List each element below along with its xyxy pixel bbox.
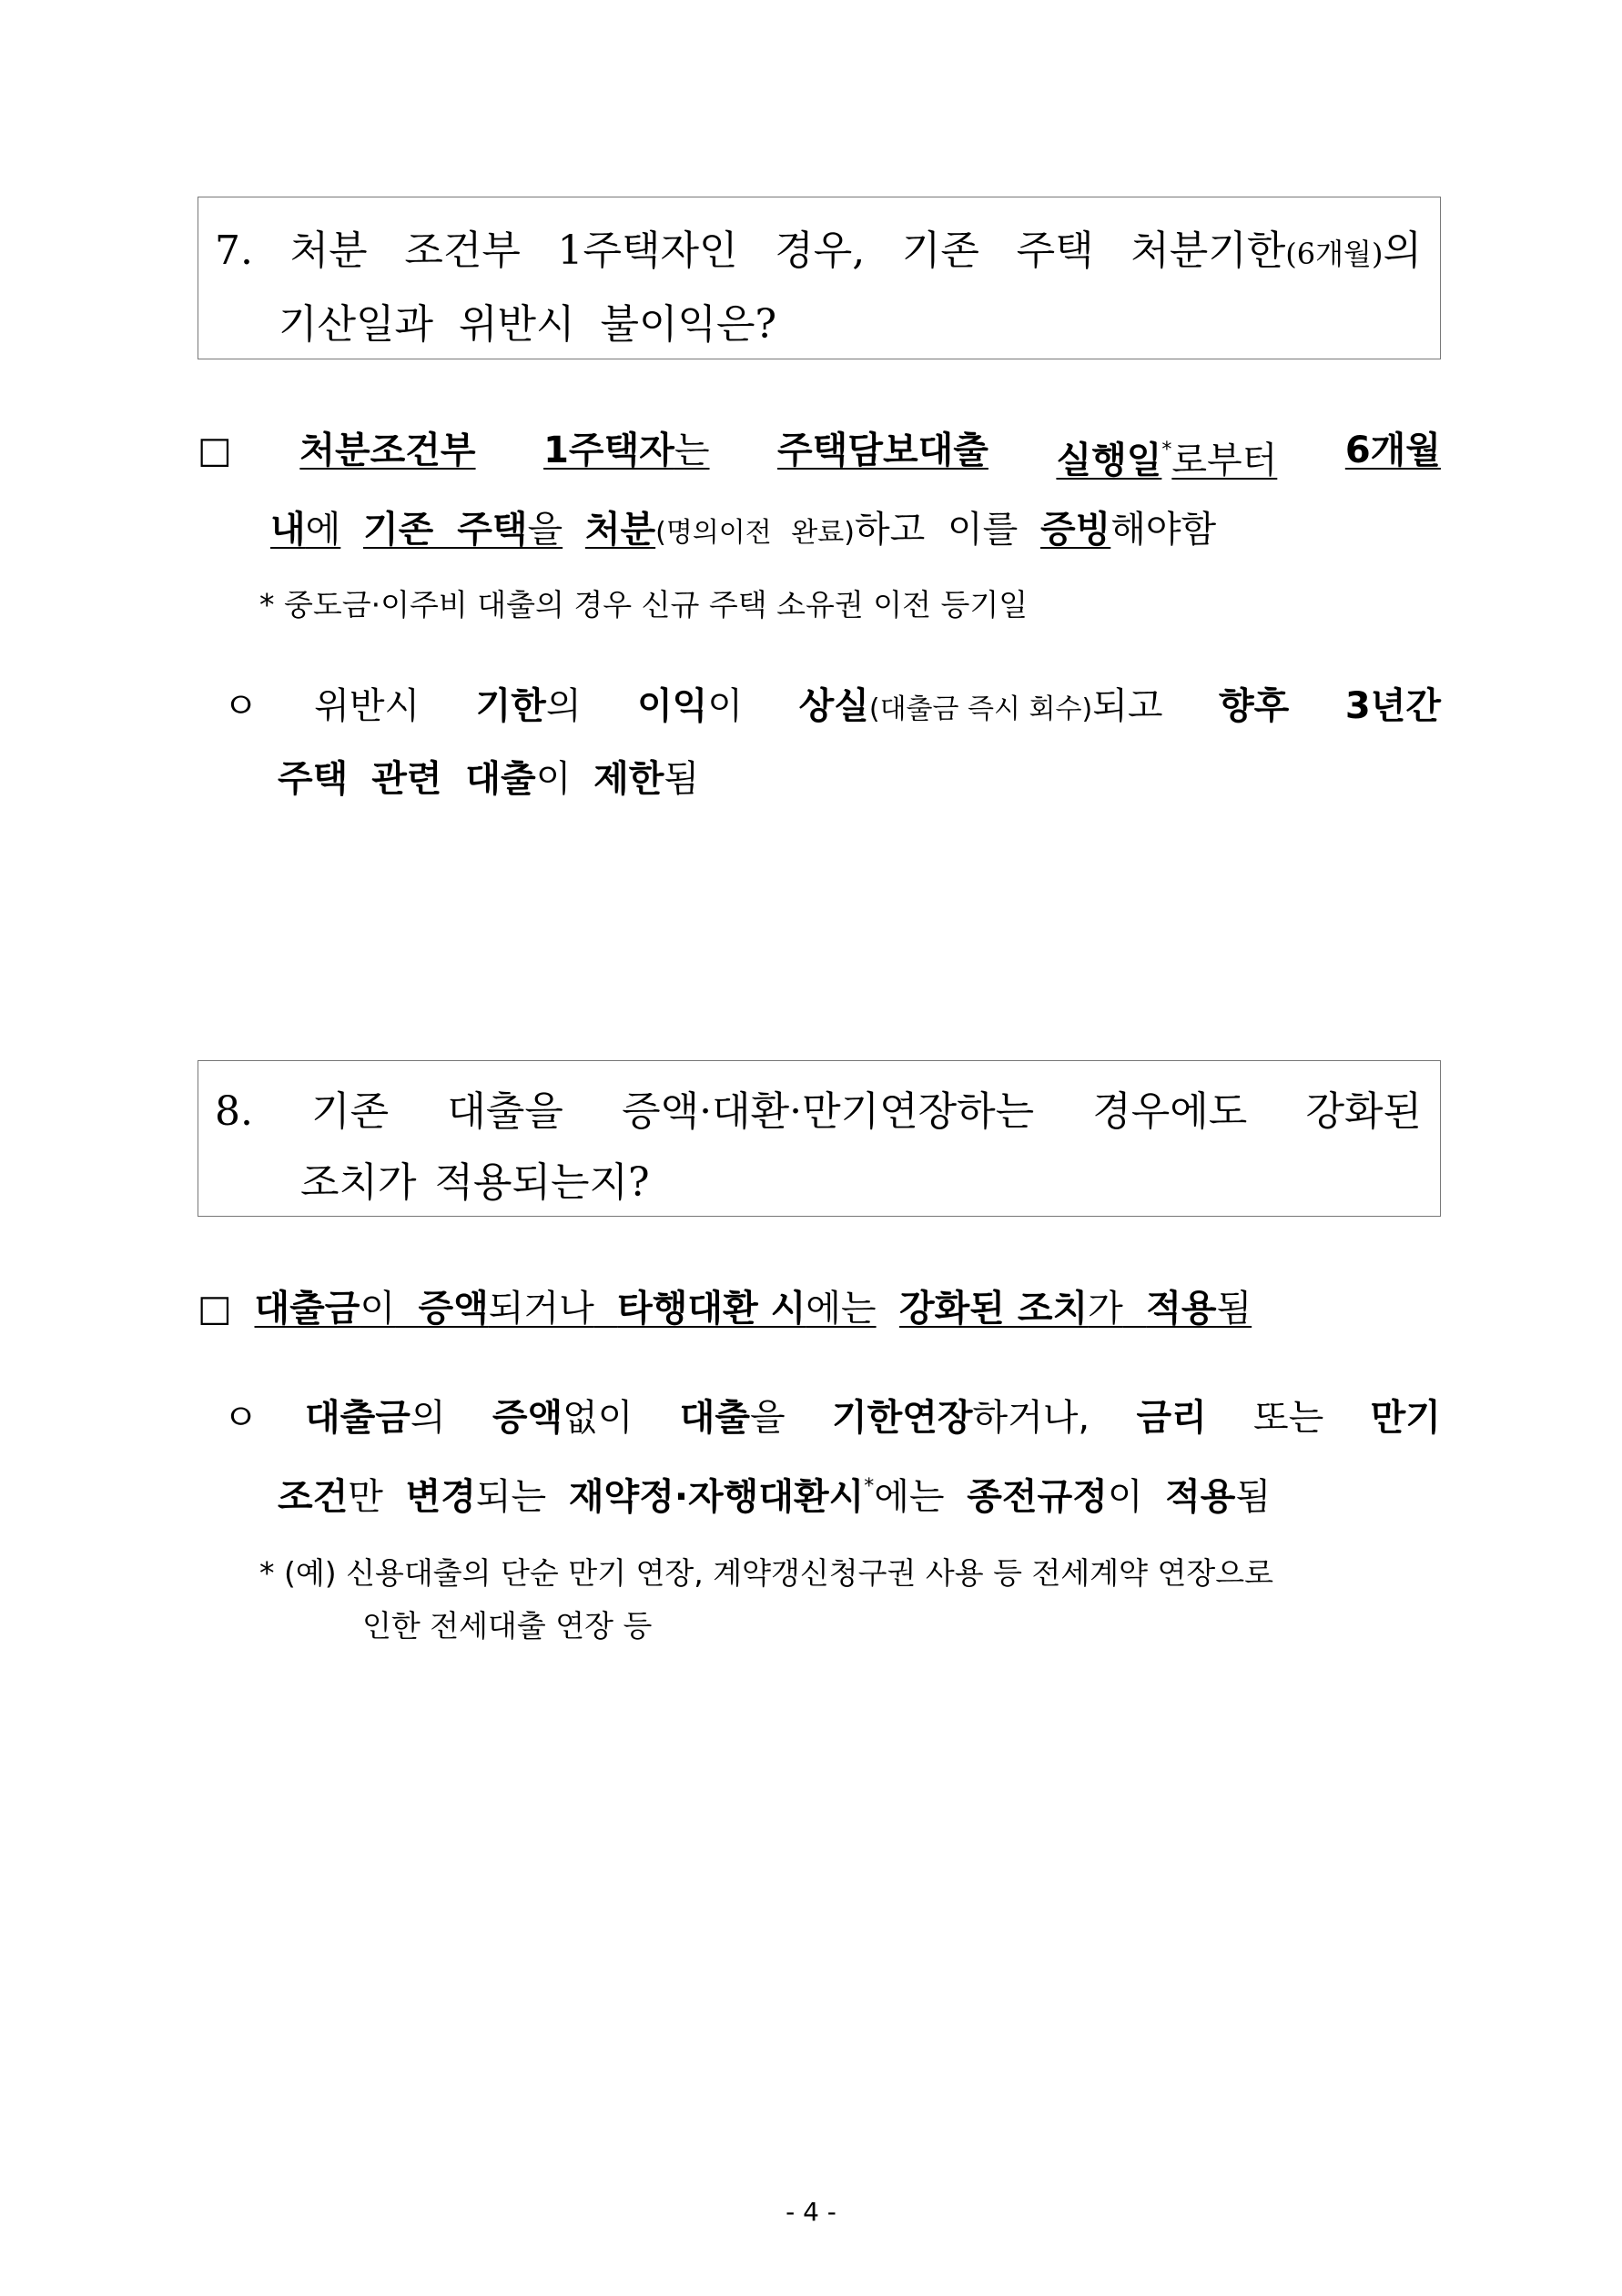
question-7-line2: 기산일과 위반시 불이익은? — [279, 301, 777, 348]
answer-7-sub-bullet: ㅇ 위반시 기한의 이익이 상실(대출금 즉시 회수)되고 향후 3년간 주택 관련 대출이 제한됨 — [223, 672, 1441, 814]
page-number: - 4 - — [786, 2197, 836, 2227]
q8-number: 8. — [215, 1088, 253, 1135]
question-7-line1: 7. 처분 조건부 1주택자인 경우, 기존 주택 처분기한(6개월)의 — [215, 216, 1422, 289]
square-bullet-icon: □ — [198, 430, 232, 471]
question-8-box — [198, 1060, 1441, 1217]
question-8-line2: 조치가 적용되는지? — [300, 1159, 650, 1206]
circle-bullet-icon: ㅇ — [223, 685, 259, 727]
square-bullet-icon: □ — [198, 1288, 232, 1330]
q7-number: 7. — [215, 228, 253, 274]
circle-bullet-icon: ㅇ — [223, 1397, 259, 1439]
question-8-line1: 8. 기존 대출을 증액·대환·만기연장하는 경우에도 강화된 — [215, 1077, 1422, 1148]
answer-8-footnote-line2: 인한 전세대출 연장 등 — [362, 1608, 653, 1644]
answer-8-footnote-line1: * (예) 신용대출의 단순 만기 연장, 계약갱신청구권 사용 등 전세계약 연장으로 — [259, 1555, 1273, 1591]
question-7-box — [198, 197, 1441, 359]
answer-8-paragraph: □ 대출금이 증액되거나 타행대환 시에는 강화된 조치가 적용됨 — [198, 1288, 1252, 1330]
answer-7-paragraph: □ 처분조건부 1주택자는 주택담보대출 실행일*로부터 6개월 내에 기존 주택을 처분(명의이전 완료)하고 이를 증빙해야함 — [198, 416, 1441, 568]
answer-8-sub-bullet: ㅇ 대출금의 증액없이 대출을 기한연장하거나, 금리 또는 만기 조건만 변경되는 재약정·자행대환시*에는 종전규정이 적용됨 — [223, 1383, 1441, 1532]
answer-7-footnote: * 중도금·이주비 대출의 경우 신규 주택 소유권 이전 등기일 — [259, 587, 1029, 622]
